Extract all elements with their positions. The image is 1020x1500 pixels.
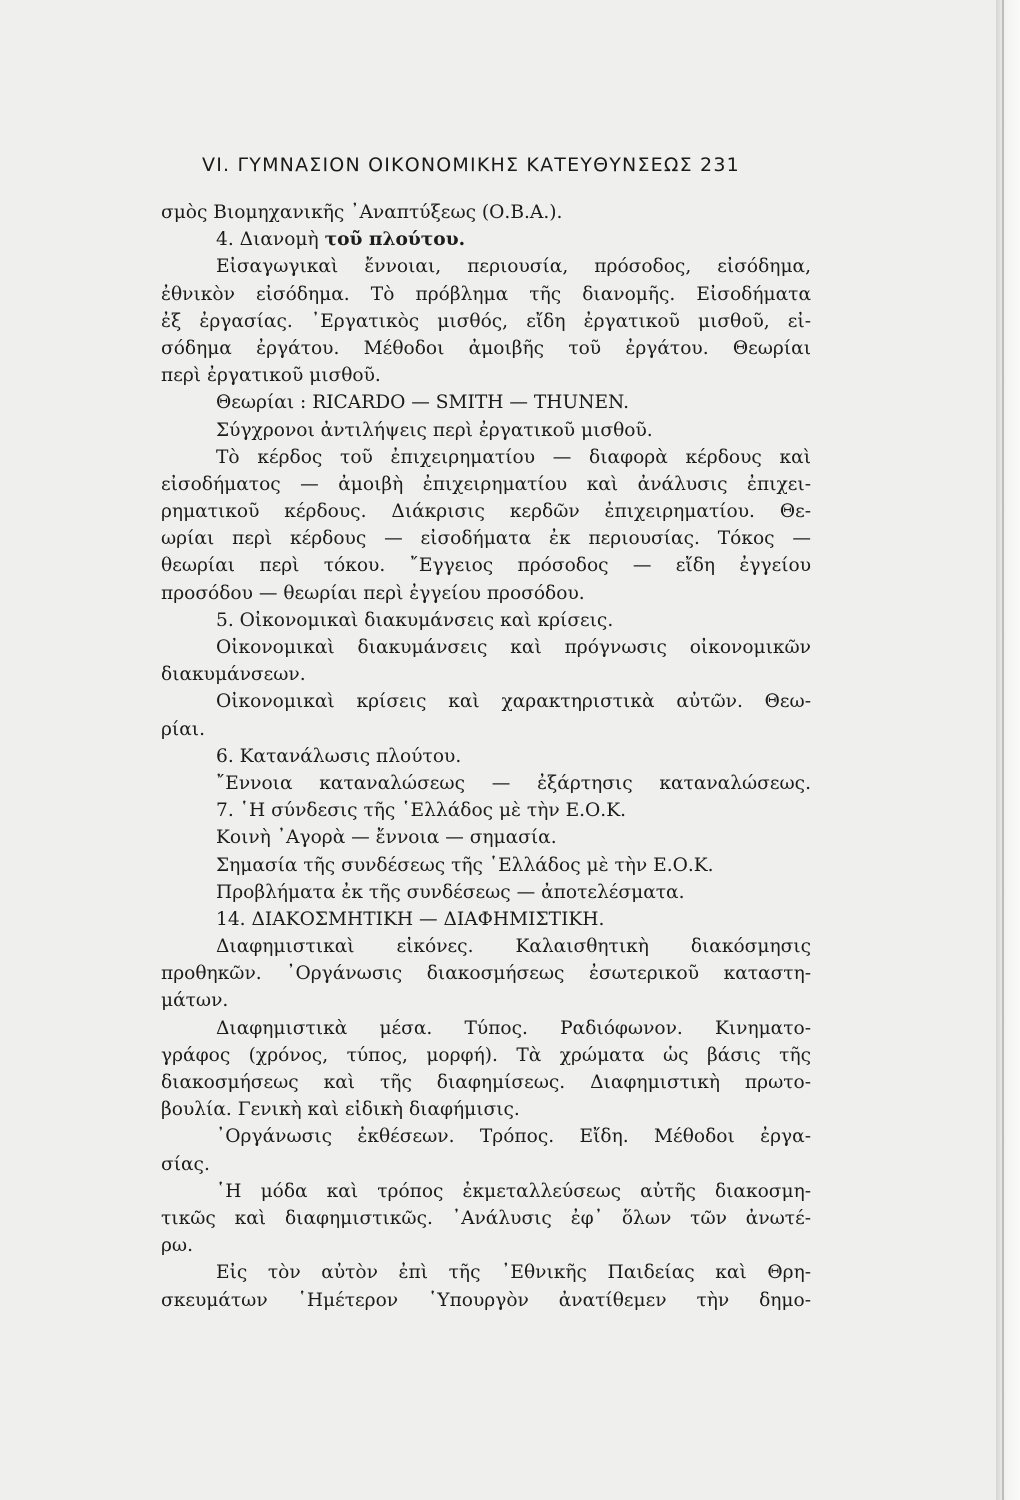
line-text: βουλία. Γενικὴ καὶ εἰδικὴ διαφήμισις.: [161, 1099, 520, 1121]
line-text: ωρίαι περὶ κέρδους — εἰσοδήματα ἐκ περιουσίας. Τόκος —: [161, 528, 811, 550]
line-text: Σημασία τῆς συνδέσεως τῆς ῾Ελλάδος μὲ τὴν Ε.Ο.Κ.: [216, 854, 714, 876]
text-line: [161, 906, 811, 933]
line-text: ἐξ ἐργασίας. ᾽Εργατικὸς μισθός, εἴδη ἐργατικοῦ μισθοῦ, εἰ-: [161, 310, 811, 332]
text-line: [161, 852, 811, 879]
text-line: [161, 498, 811, 525]
text-line: [161, 987, 811, 1014]
line-text: 6. Κατανάλωσις πλούτου.: [216, 745, 462, 767]
text-line: [161, 688, 811, 715]
text-line: [161, 362, 811, 389]
line-text: Τὸ κέρδος τοῦ ἐπιχειρηματίου — διαφορὰ κέρδους καὶ: [216, 446, 811, 468]
line-text: διακυμάνσεων.: [161, 664, 306, 686]
text-line: [161, 879, 811, 906]
line-text: διακοσμήσεως καὶ τῆς διαφημίσεως. Διαφημιστικὴ πρωτο-: [161, 1072, 811, 1093]
line-text: ῎Εννοια καταναλώσεως — ἐξάρτησις καταναλώσεως.: [216, 772, 811, 794]
text-line: [161, 199, 811, 226]
text-line: [161, 607, 811, 634]
text-line: [161, 797, 811, 824]
text-line: [161, 525, 811, 552]
text-line: [161, 1178, 811, 1205]
line-text: σίας.: [161, 1153, 210, 1175]
line-text: περὶ ἐργατικοῦ μισθοῦ.: [161, 365, 381, 387]
line-text: Προβλήματα ἐκ τῆς συνδέσεως — ἀποτελέσματα.: [216, 881, 685, 903]
text-line: [161, 743, 811, 770]
line-text: Οἰκονομικαὶ κρίσεις καὶ χαρακτηριστικὰ αὐτῶν. Θεω-: [216, 691, 811, 713]
text-line: [161, 1205, 811, 1232]
line-text: σκευμάτων ῾Ημέτερον ῾Υπουργὸν ἀνατίθεμεν τὴν δημο-: [161, 1289, 811, 1311]
line-bold-text: τοῦ πλούτου.: [324, 229, 466, 251]
text-line: [161, 253, 811, 280]
line-text: Διαφημιστικὰ μέσα. Τύπος. Ραδιόφωνον. Κινηματο-: [216, 1017, 811, 1039]
line-text: ρηματικοῦ κέρδους. Διάκρισις κερδῶν ἐπιχειρηματίου. Θε-: [161, 501, 811, 523]
text-line: [161, 716, 811, 743]
page-edge: [996, 0, 1020, 1500]
line-text: Θεωρίαι : RICARDO — SMITH — THUNEN.: [216, 392, 630, 414]
page-header: VI. ΓΥΜΝΑΣΙΟΝ ΟΙΚΟΝΟΜΙΚΗΣ ΚΑΤΕΥΘΥΝΣΕΩΣ 231: [202, 154, 740, 176]
line-text: ῾Η μόδα καὶ τρόπος ἐκμεταλλεύσεως αὐτῆς διακοσμη-: [216, 1180, 811, 1202]
text-line: [161, 471, 811, 498]
text-line: [161, 661, 811, 688]
text-line: [161, 1015, 811, 1042]
text-line: [161, 1287, 811, 1314]
text-line: [161, 1096, 811, 1123]
text-line: [161, 634, 811, 661]
text-line: [161, 1123, 811, 1150]
line-text: σόδημα ἐργάτου. Μέθοδοι ἀμοιβῆς τοῦ ἐργάτου. Θεωρίαι: [161, 337, 811, 359]
text-line: [161, 770, 811, 797]
line-text: Κοινὴ ᾽Αγορὰ — ἔννοια — σημασία.: [216, 827, 557, 849]
text-line: [161, 1259, 811, 1286]
text-line: [161, 1042, 811, 1069]
line-text: σμὸς Βιομηχανικῆς ᾽Αναπτύξεως (Ο.Β.Α.).: [161, 202, 563, 223]
text-line: [161, 335, 811, 362]
text-line: [161, 552, 811, 579]
line-text: Διαφημιστικαὶ εἰκόνες. Καλαισθητικὴ διακόσμησις: [216, 936, 811, 958]
text-line: [161, 417, 811, 444]
page-edge-line: [1002, 0, 1004, 1500]
text-line: [161, 933, 811, 960]
line-text: εἰσοδήματος — ἀμοιβὴ ἐπιχειρηματίου καὶ ἀνάλυσις ἐπιχει-: [161, 473, 811, 495]
text-line: [161, 308, 811, 335]
text-line: [161, 1069, 811, 1096]
line-text: 5. Οἰκονομικαὶ διακυμάνσεις καὶ κρίσεις.: [216, 609, 614, 631]
text-line: [161, 281, 811, 308]
line-text: 4. Διανομὴ: [216, 229, 325, 251]
text-line: [161, 960, 811, 987]
text-line: [161, 226, 811, 253]
line-text: Σύγχρονοι ἀντιλήψεις περὶ ἐργατικοῦ μισθοῦ.: [216, 419, 653, 441]
line-text: Εἰσαγωγικαὶ ἔννοιαι, περιουσία, πρόσοδος, εἰσόδημα,: [216, 256, 811, 278]
line-text: προθηκῶν. ᾽Οργάνωσις διακοσμήσεως ἐσωτερικοῦ καταστη-: [161, 963, 811, 985]
text-line: [161, 1232, 811, 1259]
text-line: [161, 824, 811, 851]
line-text: Οἰκονομικαὶ διακυμάνσεις καὶ πρόγνωσις οἰκονομικῶν: [216, 637, 811, 658]
line-text: γράφος (χρόνος, τύπος, μορφή). Τὰ χρώματα ὡς βάσις τῆς: [161, 1044, 811, 1066]
text-line: [161, 444, 811, 471]
line-text: τικῶς καὶ διαφημιστικῶς. ᾽Ανάλυσις ἐφ᾽ ὅλων τῶν ἀνωτέ-: [161, 1207, 811, 1229]
line-text: Εἰς τὸν αὐτὸν ἐπὶ τῆς ᾽Εθνικῆς Παιδείας καὶ Θρη-: [216, 1262, 811, 1284]
line-text: θεωρίαι περὶ τόκου. ῎Εγγειος πρόσοδος — εἴδη ἐγγείου: [161, 555, 811, 577]
line-text: 14. ΔΙΑΚΟΣΜΗΤΙΚΗ — ΔΙΑΦΗΜΙΣΤΙΚΗ.: [216, 908, 605, 930]
line-text: 7. ῾Η σύνδεσις τῆς ῾Ελλάδος μὲ τὴν Ε.Ο.Κ.: [216, 800, 627, 822]
line-text: ρω.: [161, 1235, 194, 1257]
text-line: [161, 389, 811, 416]
line-text: ᾽Οργάνωσις ἐκθέσεων. Τρόπος. Εἴδη. Μέθοδοι ἐργα-: [216, 1126, 811, 1148]
line-text: προσόδου — θεωρίαι περὶ ἐγγείου προσόδου.: [161, 582, 585, 604]
line-text: ἐθνικὸν εἰσόδημα. Τὸ πρόβλημα τῆς διανομῆς. Εἰσοδήματα: [161, 283, 811, 305]
line-text: μάτων.: [161, 990, 229, 1012]
line-text: ρίαι.: [161, 718, 205, 740]
body-text: [161, 199, 811, 1314]
text-line: [161, 580, 811, 607]
text-line: [161, 1151, 811, 1178]
